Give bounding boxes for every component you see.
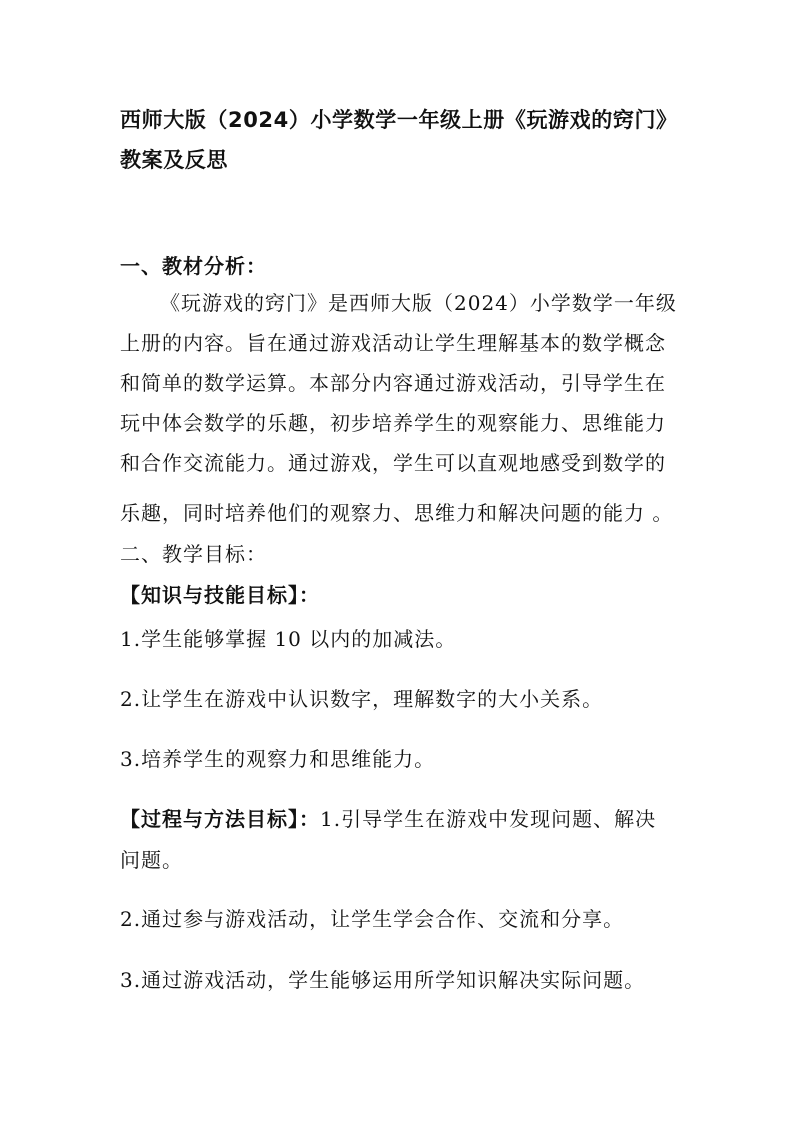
paragraph-line: 上册的内容。旨在通过游戏活动让学生理解基本的数学概念 [120, 331, 666, 355]
list-item: 1.学生能够掌握 10 以内的加减法。 [120, 627, 457, 651]
process-method-line [120, 805, 680, 833]
list-item-continuation: 问题。 [120, 848, 183, 872]
document-title-line-1: 西师大版（2024）小学数学一年级上册《玩游戏的窍门》 [120, 108, 678, 132]
list-item: 2.通过参与游戏活动，让学生学会合作、交流和分享。 [120, 907, 625, 931]
list-item: 3.通过游戏活动，学生能够运用所学知识解决实际问题。 [120, 968, 646, 992]
document-title-line-2: 教案及反思 [120, 148, 228, 172]
paragraph-line: 玩中体会数学的乐趣，初步培养学生的观察能力、思维能力 [120, 411, 666, 435]
paragraph-line: 和合作交流能力。通过游戏，学生可以直观地感受到数学的 [120, 451, 666, 475]
section-heading-teaching-goals: 二、教学目标： [120, 542, 267, 566]
paragraph-line: 《玩游戏的窍门》是西师大版（2024）小学数学一年级 [160, 291, 677, 315]
knowledge-skills-heading: 【知识与技能目标】： [120, 583, 320, 607]
section-heading-material-analysis: 一、教材分析： [120, 254, 267, 278]
process-method-heading: 【过程与方法目标】： [120, 807, 320, 831]
paragraph-line: 和简单的数学运算。本部分内容通过游戏活动，引导学生在 [120, 371, 666, 395]
list-item: 3.培养学生的观察力和思维能力。 [120, 747, 436, 771]
list-item: 2.让学生在游戏中认识数字，理解数字的大小关系。 [120, 687, 604, 711]
paragraph-line: 乐趣，同时培养他们的观察力、思维力和解决问题的能力 。 [120, 501, 674, 525]
list-item: 1.引导学生在游戏中发现问题、解决 [320, 807, 657, 831]
